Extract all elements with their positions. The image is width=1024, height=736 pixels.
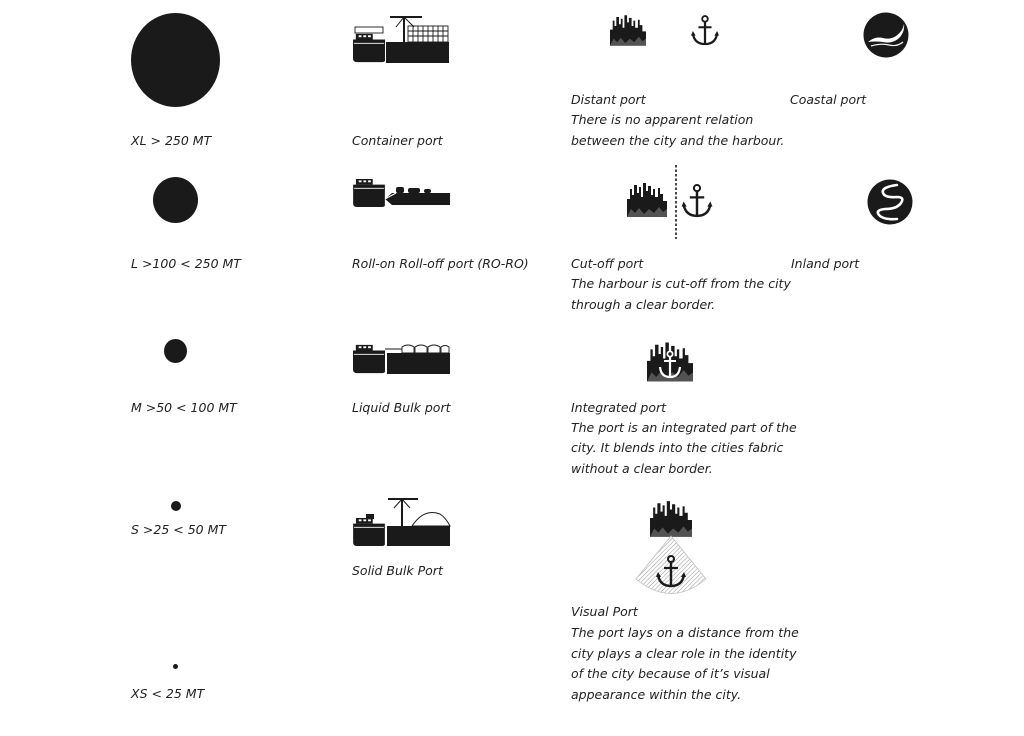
coastal-port-wave-icon: [863, 12, 909, 58]
integrated-port-desc-3: without a clear border.: [571, 461, 713, 476]
container-port-label: Container port: [352, 133, 443, 148]
inland-port-label: Inland port: [791, 256, 860, 271]
cutoff-port-anchor-icon: [681, 184, 713, 219]
roro-port-label: Roll-on Roll-off port (RO-RO): [352, 256, 529, 271]
integrated-port-icon: [647, 342, 693, 382]
visual-port-desc-3: of the city because of it’s visual: [571, 666, 770, 681]
cutoff-port-city-icon: [627, 182, 667, 218]
size-s-dot: [171, 501, 181, 511]
size-s-label: S >25 < 50 MT: [131, 522, 227, 537]
solid-bulk-port-label: Solid Bulk Port: [352, 563, 443, 578]
integrated-port-desc-1: The port is an integrated part of the: [571, 420, 797, 435]
visual-port-desc-2: city plays a clear role in the identity: [571, 646, 797, 661]
visual-port-title: Visual Port: [571, 604, 638, 619]
container-port-icon: [352, 13, 452, 65]
roro-port-icon: [352, 177, 452, 209]
distant-port-desc-1: There is no apparent relation: [571, 112, 754, 127]
cutoff-border-line: [674, 165, 678, 239]
visual-port-view-fan: [636, 536, 706, 598]
size-m-dot: [164, 339, 187, 363]
size-m-label: M >50 < 100 MT: [131, 400, 237, 415]
integrated-port-title: Integrated port: [571, 400, 667, 415]
size-xs-label: XS < 25 MT: [131, 686, 205, 701]
cutoff-port-title: Cut-off port: [571, 256, 644, 271]
visual-port-city-icon: [650, 501, 692, 537]
size-l-label: L >100 < 250 MT: [131, 256, 241, 271]
visual-port-desc-1: The port lays on a distance from the: [571, 625, 799, 640]
cutoff-port-desc-2: through a clear border.: [571, 297, 716, 312]
size-xl-dot: [131, 13, 220, 107]
liquid-bulk-port-icon: [352, 340, 452, 376]
size-xs-dot: [173, 664, 178, 669]
liquid-bulk-port-label: Liquid Bulk port: [352, 400, 451, 415]
inland-port-river-icon: [867, 179, 913, 225]
coastal-port-label: Coastal port: [790, 92, 867, 107]
visual-port-desc-4: appearance within the city.: [571, 687, 742, 702]
size-xl-label: XL > 250 MT: [131, 133, 212, 148]
integrated-port-desc-2: city. It blends into the cities fabric: [571, 440, 784, 455]
distant-port-title: Distant port: [571, 92, 646, 107]
distant-port-city-icon: [610, 14, 646, 47]
distant-port-desc-2: between the city and the harbour.: [571, 133, 785, 148]
distant-port-anchor-icon: [691, 15, 719, 47]
cutoff-port-desc-1: The harbour is cut-off from the city: [571, 276, 791, 291]
size-l-dot: [153, 177, 198, 223]
solid-bulk-port-icon: [352, 496, 452, 548]
